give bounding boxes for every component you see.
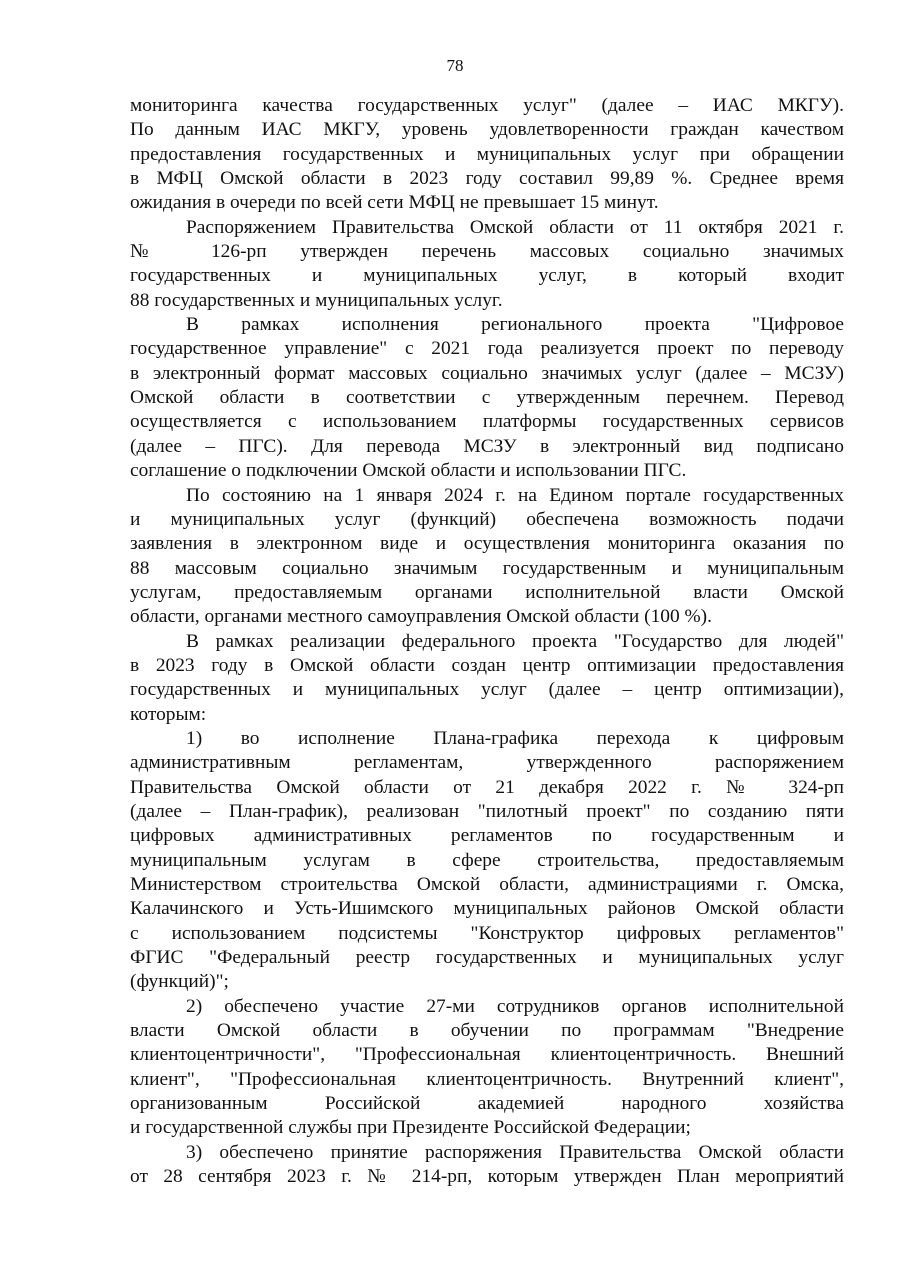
text-line: Министерством строительства Омской области, администрациями г. Омска, — [130, 874, 844, 895]
text-line: 3) обеспечено принятие распоряжения Правительства Омской области — [186, 1141, 844, 1163]
text-line: государственных и муниципальных услуг (далее – центр оптимизации), — [130, 679, 844, 701]
text-line: с использованием подсистемы "Конструктор цифровых регламентов" — [130, 922, 844, 944]
text-line: муниципальным услугам в сфере строительства, предоставляемым — [130, 849, 844, 871]
text-line: (функций)"; — [130, 971, 229, 993]
text-line: В рамках исполнения регионального проекта "Цифровое — [186, 314, 844, 336]
text-line: услугам, предоставляемым органами исполнительной власти Омской — [130, 581, 844, 603]
text-line: административным регламентам, утвержденного распоряжением — [130, 752, 844, 774]
text-line: 1) во исполнение Плана-графика перехода к цифровым — [186, 727, 844, 749]
text-line: ожидания в очереди по всей сети МФЦ не превышает 15 минут. — [130, 192, 659, 214]
text-line: ФГИС "Федеральный реестр государственных и муниципальных услуг — [130, 947, 844, 969]
text-line: осуществляется с использованием платформы государственных сервисов — [130, 411, 844, 433]
text-line: цифровых административных регламентов по государственным и — [130, 825, 844, 847]
text-line: В рамках реализации федерального проекта "Государство для людей" — [186, 630, 844, 652]
text-line: организованным Российской академией народного хозяйства — [130, 1093, 844, 1115]
document-body — [130, 94, 844, 1189]
text-line: 88 государственных и муниципальных услуг. — [130, 289, 503, 311]
text-line: и государственной службы при Президенте Российской Федерации; — [130, 1117, 691, 1139]
text-line: в электронный формат массовых социально значимых услуг (далее – МСЗУ) — [130, 362, 844, 384]
text-line: в 2023 году в Омской области создан центр оптимизации предоставления — [130, 654, 844, 676]
text-line: (далее – ПГС). Для перевода МСЗУ в электронный вид подписано — [130, 435, 844, 457]
text-line: Распоряжением Правительства Омской области от 11 октября 2021 г. — [186, 216, 844, 238]
text-line: заявления в электронном виде и осуществления мониторинга оказания по — [130, 533, 844, 555]
text-line: По данным ИАС МКГУ, уровень удовлетворенности граждан качеством — [130, 119, 844, 141]
page-number: 78 — [446, 56, 464, 75]
text-line: соглашение о подключении Омской области и использовании ПГС. — [130, 460, 687, 482]
text-line: предоставления государственных и муниципальных услуг при обращении — [130, 143, 844, 165]
text-line: 88 массовым социально значимым государственным и муниципальным — [130, 557, 844, 579]
text-line: от 28 сентября 2023 г. № 214-рп, которым утвержден План мероприятий — [130, 1166, 844, 1188]
text-line: 2) обеспечено участие 27-ми сотрудников органов исполнительной — [186, 995, 844, 1017]
text-line: клиентоцентричности", "Профессиональная клиентоцентричность. Внешний — [130, 1044, 844, 1066]
text-line: № 126-рп утвержден перечень массовых социально значимых — [130, 241, 844, 263]
text-line: государственное управление" с 2021 года реализуется проект по переводу — [130, 338, 844, 360]
text-line: По состоянию на 1 января 2024 г. на Едином портале государственных — [186, 484, 844, 506]
text-line: клиент", "Профессиональная клиентоцентричность. Внутренний клиент", — [130, 1068, 844, 1090]
text-line: Калачинского и Усть-Ишимского муниципальных районов Омской области — [130, 898, 844, 920]
text-line: Правительства Омской области от 21 декабря 2022 г. № 324-рп — [130, 776, 844, 798]
text-line: (далее – План-график), реализован "пилотный проект" по созданию пяти — [130, 800, 844, 822]
text-line: власти Омской области в обучении по программам "Внедрение — [130, 1020, 844, 1042]
text-line: которым: — [130, 703, 207, 725]
text-line: и муниципальных услуг (функций) обеспечена возможность подачи — [130, 508, 844, 530]
text-line: Омской области в соответствии с утвержденным перечнем. Перевод — [130, 387, 844, 409]
text-line: мониторинга качества государственных услуг" (далее – ИАС МКГУ). — [130, 95, 844, 116]
text-line: в МФЦ Омской области в 2023 году составил 99,89 %. Среднее время — [130, 168, 844, 190]
text-line: области, органами местного самоуправления Омской области (100 %). — [130, 606, 712, 628]
text-line: государственных и муниципальных услуг, в который входит — [130, 265, 844, 287]
